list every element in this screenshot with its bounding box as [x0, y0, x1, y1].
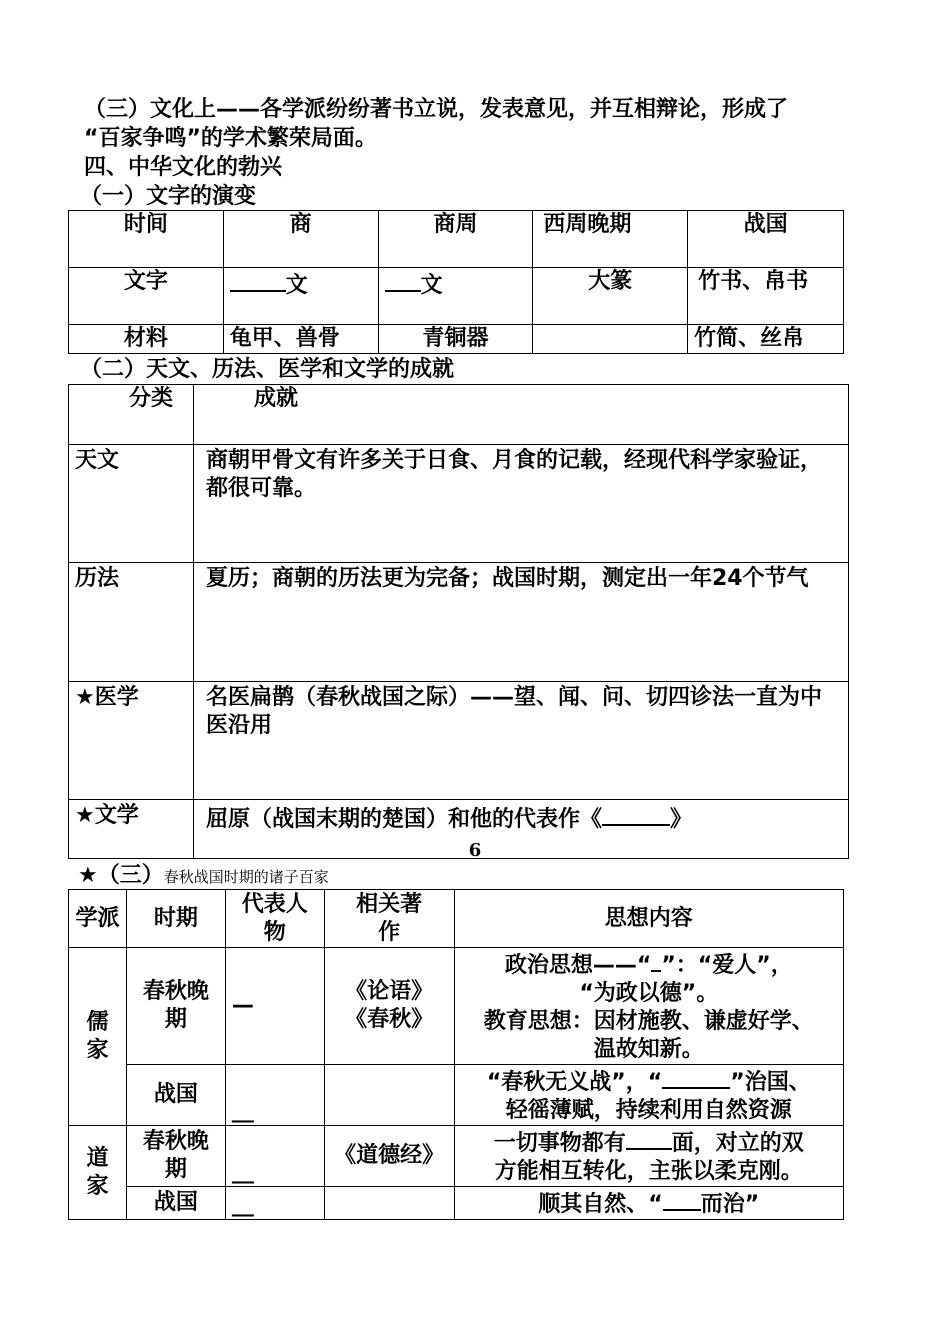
cell-text: 大篆: [533, 268, 688, 325]
blank-underline: [662, 1065, 730, 1089]
rep-cell: __: [225, 1065, 324, 1126]
cell-text: 竹书、帛书: [688, 268, 844, 325]
content-line: [457, 1065, 841, 1097]
subheading-schools: [78, 862, 329, 891]
cell-text: 龟甲、兽骨: [223, 325, 378, 354]
content-text: 顺其自然、“: [538, 1192, 663, 1217]
content-cell: [454, 1126, 843, 1187]
achievement-cell: 商朝甲骨文有许多关于日食、月食的记载，经现代科学家验证，都很可靠。: [193, 445, 848, 563]
writing-evolution-table: [68, 210, 844, 354]
header-cell: 分类: [69, 385, 194, 445]
content-text: ”：“爱人”，: [661, 953, 793, 978]
works-cell: [324, 948, 454, 1065]
cell-text: 文: [420, 273, 443, 298]
schools-table: [68, 889, 844, 1220]
content-text: 政治思想——“: [504, 953, 652, 978]
works-cell: [324, 1065, 454, 1126]
content-cell: [454, 948, 843, 1065]
content-line: [457, 948, 841, 980]
category-cell: ★医学: [69, 682, 194, 800]
content-text: ”治国、: [730, 1070, 811, 1095]
blank-underline: [230, 268, 286, 292]
header-cell: 西周晚期: [533, 211, 688, 268]
table-row: [69, 1065, 844, 1126]
cell-text: 文: [285, 273, 308, 298]
subheading-achievements: （二）天文、历法、医学和文学的成就: [80, 357, 455, 382]
content-text: “春秋无义战”，“: [486, 1070, 663, 1095]
content-cell: [454, 1187, 843, 1220]
row-label: 材料: [69, 325, 224, 354]
rep-cell: __: [225, 1126, 324, 1187]
period-cell: 春秋晚期: [126, 948, 225, 1065]
category-cell: ★文学: [69, 800, 194, 859]
cell-text: 青铜器: [378, 325, 533, 354]
table-row: [69, 682, 849, 800]
header-cell: 相关著作: [324, 890, 454, 948]
header-cell: 代表人物: [225, 890, 324, 948]
content-line: 方能相互转化，主张以柔克刚。: [494, 1159, 803, 1184]
subheading-writing: （一）文字的演变: [80, 184, 257, 209]
header-cell: 成就: [193, 385, 848, 445]
page-number: 6: [468, 840, 482, 861]
table-row: [69, 268, 844, 325]
table-row: [69, 445, 849, 563]
blank-underline: [385, 268, 421, 292]
content-line: 温故知新。: [593, 1037, 704, 1062]
intro-line-2: “百家争鸣”的学术繁荣局面。: [84, 126, 377, 151]
period-cell: 战国: [126, 1065, 225, 1126]
cell-text: 竹简、丝帛: [688, 325, 844, 354]
period-cell: 战国: [126, 1187, 225, 1220]
fill-blank-cell: [378, 268, 533, 325]
intro-line-1: （三）文化上——各学派纷纷著书立说，发表意见，并互相辩论，形成了: [84, 97, 789, 122]
achievement-cell: 夏历；商朝的历法更为完备；战国时期，测定出一年24个节气: [193, 563, 848, 682]
content-cell: [454, 1065, 843, 1126]
header-cell: 时间: [69, 211, 224, 268]
school-cell: 道家: [69, 1126, 127, 1220]
blank-underline: [602, 802, 670, 826]
content-text: 而治”: [700, 1192, 760, 1217]
content-line: 教育思想：因材施教、谦虚好学、: [483, 1009, 814, 1034]
works-cell: [324, 1187, 454, 1220]
table-row: [69, 890, 844, 948]
work-title: 《春秋》: [345, 1007, 434, 1032]
section-heading-4: 四、中华文化的勃兴: [84, 155, 283, 180]
header-cell: 战国: [688, 211, 844, 268]
blank-underline: [663, 1187, 701, 1211]
row-label: 文字: [69, 268, 224, 325]
table-row: [69, 1126, 844, 1187]
header-cell: 学派: [69, 890, 127, 948]
cell-text: 屈原（战国末期的楚国）和他的代表作《: [205, 807, 602, 832]
fill-blank-cell: [223, 268, 378, 325]
achievements-table: [68, 384, 849, 859]
header-cell: 思想内容: [454, 890, 843, 948]
subheading-prefix: ★（三）: [78, 863, 164, 888]
table-row: [69, 563, 849, 682]
table-row: [69, 211, 844, 268]
content-text: 面，对立的双: [671, 1131, 804, 1156]
header-cell: 时期: [126, 890, 225, 948]
header-cell: 商: [223, 211, 378, 268]
rep-cell: __: [225, 1187, 324, 1220]
category-cell: 历法: [69, 563, 194, 682]
school-cell: 儒家: [69, 948, 127, 1126]
cell-text: [533, 325, 688, 354]
content-text: 一切事物都有: [493, 1131, 626, 1156]
content-line: “为政以德”。: [579, 981, 719, 1006]
blank-underline: [651, 948, 661, 972]
work-title: 《论语》: [345, 979, 434, 1004]
header-cell: 商周: [378, 211, 533, 268]
cell-text: 》: [669, 807, 692, 832]
works-cell: 《道德经》: [324, 1126, 454, 1187]
blank-underline: [626, 1126, 672, 1150]
content-line: [457, 1126, 841, 1158]
table-row: [69, 1187, 844, 1220]
subheading-title: 春秋战国时期的诸子百家: [163, 868, 329, 886]
table-row: [69, 948, 844, 1065]
period-cell: 春秋晚期: [126, 1126, 225, 1187]
achievement-cell: 名医扁鹊（春秋战国之际）——望、闻、问、切四诊法一直为中医沿用: [193, 682, 848, 800]
table-row: [69, 325, 844, 354]
category-cell: 天文: [69, 445, 194, 563]
content-line: 轻徭薄赋，持续利用自然资源: [505, 1098, 792, 1123]
rep-cell: —: [225, 948, 324, 1065]
table-row: [69, 385, 849, 445]
